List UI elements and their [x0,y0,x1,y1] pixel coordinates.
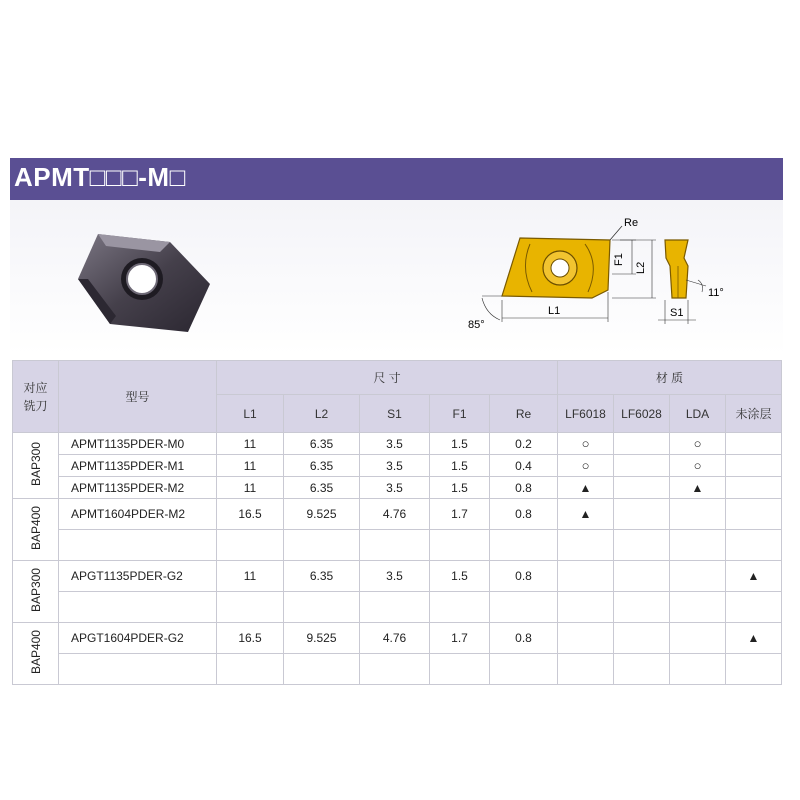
s1-cell: 3.5 [360,433,430,455]
page-title: APMT□□□-M□ [14,162,186,192]
lf6018-cell: ▲ [558,477,614,499]
s1-cell: 4.76 [360,623,430,654]
lf6018-cell [558,561,614,592]
insert-photo-icon [70,224,220,339]
f1-label: F1 [613,253,625,266]
lf6028-cell [614,455,670,477]
cutter-label: BAP400 [28,629,43,675]
lf6028-cell [614,623,670,654]
l1-cell: 11 [217,433,284,455]
uncoated-cell: ▲ [726,623,782,654]
l1-cell: 16.5 [217,623,284,654]
uncoated-cell [726,477,782,499]
model-cell: APGT1135PDER-G2 [59,561,217,592]
header-f1: F1 [430,395,490,433]
l1-label: L1 [548,305,561,317]
lda-cell [670,623,726,654]
angle-11-label: 11° [708,287,724,299]
header-dimensions: 尺 寸 [217,361,558,395]
lf6028-cell [614,477,670,499]
table-row [13,623,782,654]
cutter-cell [13,623,59,685]
table-row-empty [13,592,782,623]
re-cell: 0.2 [490,433,558,455]
uncoated-cell [726,433,782,455]
f1-cell: 1.7 [430,623,490,654]
l2-cell: 9.525 [284,499,360,530]
header-cutter: 对应 铣刀 [13,361,59,433]
re-cell: 0.8 [490,623,558,654]
lda-cell: ○ [670,455,726,477]
lf6028-cell [614,433,670,455]
spec-table [12,360,782,685]
header-material: 材 质 [558,361,782,395]
header-lda: LDA [670,395,726,433]
table-row-empty [13,530,782,561]
l1-cell: 11 [217,561,284,592]
s1-cell: 3.5 [360,477,430,499]
cutter-cell [13,561,59,623]
header-re: Re [490,395,558,433]
re-cell: 0.8 [490,499,558,530]
title-banner [10,158,783,200]
l1-cell: 11 [217,455,284,477]
uncoated-cell [726,455,782,477]
f1-cell: 1.7 [430,499,490,530]
s1-cell: 3.5 [360,455,430,477]
l2-cell: 6.35 [284,433,360,455]
header-uncoated: 未涂层 [726,395,782,433]
lda-cell [670,561,726,592]
model-cell: APGT1604PDER-G2 [59,623,217,654]
lda-cell: ○ [670,433,726,455]
s1-cell: 3.5 [360,561,430,592]
model-cell: APMT1135PDER-M2 [59,477,217,499]
angle-85-label: 85° [468,319,485,331]
cutter-cell [13,433,59,499]
lf6028-cell [614,561,670,592]
model-cell: APMT1135PDER-M1 [59,455,217,477]
l2-cell: 6.35 [284,455,360,477]
re-cell: 0.8 [490,561,558,592]
insert-dimension-diagram [460,210,780,335]
table-row [13,477,782,499]
header-l2: L2 [284,395,360,433]
uncoated-cell [726,499,782,530]
lf6018-cell: ▲ [558,499,614,530]
s1-cell: 4.76 [360,499,430,530]
re-cell: 0.4 [490,455,558,477]
l1-cell: 11 [217,477,284,499]
l2-label: L2 [635,261,647,274]
table-row-empty [13,654,782,685]
lf6018-cell: ○ [558,455,614,477]
lf6018-cell: ○ [558,433,614,455]
lda-cell [670,499,726,530]
l2-cell: 6.35 [284,561,360,592]
table-row [13,433,782,455]
lf6018-cell [558,623,614,654]
header-s1: S1 [360,395,430,433]
l2-cell: 9.525 [284,623,360,654]
cutter-label: BAP400 [28,505,43,551]
table-row [13,561,782,592]
header-model: 型号 [59,361,217,433]
table-row [13,455,782,477]
uncoated-cell: ▲ [726,561,782,592]
header-lf6028: LF6028 [614,395,670,433]
cutter-cell [13,499,59,561]
f1-cell: 1.5 [430,561,490,592]
model-cell: APMT1604PDER-M2 [59,499,217,530]
re-cell: 0.8 [490,477,558,499]
header-l1: L1 [217,395,284,433]
table-row [13,499,782,530]
model-cell: APMT1135PDER-M0 [59,433,217,455]
header-lf6018: LF6018 [558,395,614,433]
cutter-label: BAP300 [28,441,43,487]
table-header-row-1 [13,361,782,395]
lda-cell: ▲ [670,477,726,499]
re-label: Re [624,217,639,229]
lf6028-cell [614,499,670,530]
cutter-label: BAP300 [28,567,43,613]
f1-cell: 1.5 [430,477,490,499]
s1-label: S1 [670,307,684,319]
l2-cell: 6.35 [284,477,360,499]
f1-cell: 1.5 [430,433,490,455]
f1-cell: 1.5 [430,455,490,477]
l1-cell: 16.5 [217,499,284,530]
